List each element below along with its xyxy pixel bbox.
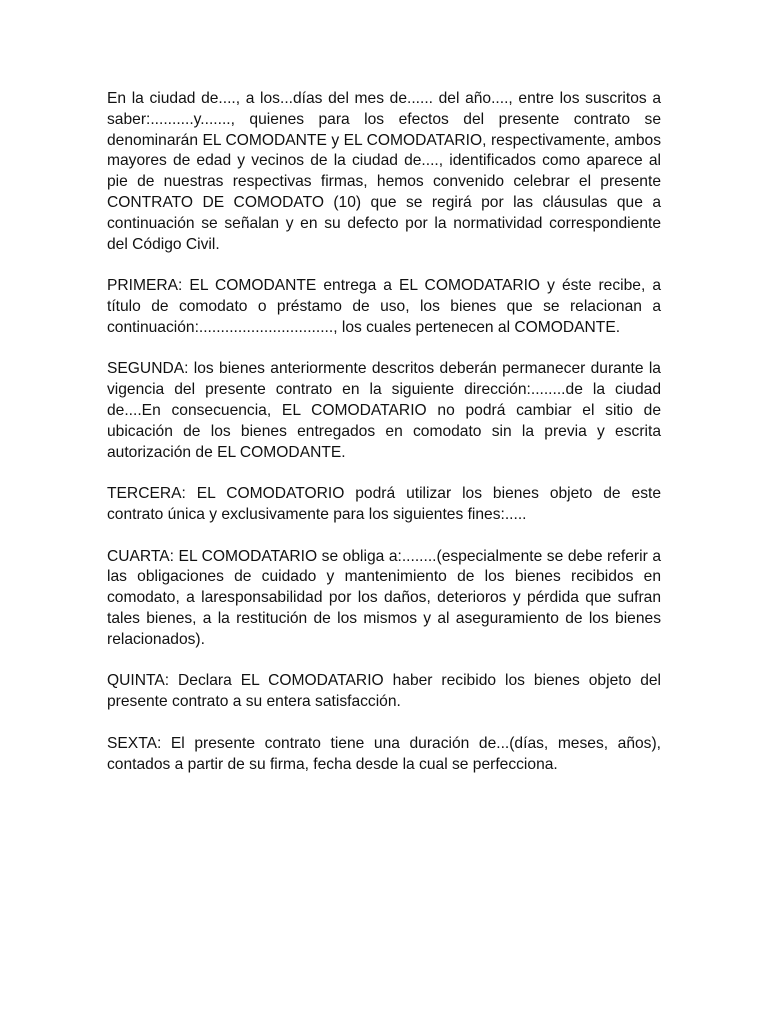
paragraph-clause-cuarta: CUARTA: EL COMODATARIO se obliga a:........(especialmente se debe referir a las obligaciones de cuidado y mantenimiento de los bienes recibidos en comodato, a laresponsabilidad por los daños, deterioros y pérdida que sufran tales bienes, a la restitución de los mismos y al aseguramiento de los bienes relacionados). bbox=[107, 547, 661, 648]
document-page bbox=[107, 89, 661, 796]
paragraph-clause-tercera: TERCERA: EL COMODATORIO podrá utilizar los bienes objeto de este contrato única y exclusivamente para los siguientes fines:..... bbox=[107, 485, 661, 523]
paragraph-clause-primera: PRIMERA: EL COMODANTE entrega a EL COMODATARIO y éste recibe, a título de comodato o préstamo de uso, los bienes que se relacionan a continuación:..............................., los cuales pertenecen al COMODANTE. bbox=[107, 277, 661, 336]
paragraph-preamble: En la ciudad de...., a los...días del mes de...... del año...., entre los suscritos a saber:..........y......., quienes para los efectos del presente contrato se denominarán EL COMODANTE y EL COMODATARIO, respectivamente, ambos mayores de edad y vecinos de la ciudad de...., identificados como aparece al pie de nuestras respectivas firmas, hemos convenido celebrar el presente CONTRATO DE COMODATO (10) que se regirá por las cláusulas que a continuación se señalan y en su defecto por la normatividad correspondiente del Código Civil. bbox=[107, 90, 661, 253]
paragraph-clause-segunda: SEGUNDA: los bienes anteriormente descritos deberán permanecer durante la vigencia del presente contrato en la siguiente dirección:........de la ciudad de....En consecuencia, EL COMODATARIO no podrá cambiar el sitio de ubicación de los bienes entregados en comodato sin la previa y escrita autorización de EL COMODANTE. bbox=[107, 360, 661, 461]
paragraph-clause-sexta: SEXTA: El presente contrato tiene una duración de...(días, meses, años), contados a partir de su firma, fecha desde la cual se perfecciona. bbox=[107, 734, 661, 773]
paragraph-clause-quinta: QUINTA: Declara EL COMODATARIO haber recibido los bienes objeto del presente contrato a su entera satisfacción. bbox=[107, 672, 661, 711]
